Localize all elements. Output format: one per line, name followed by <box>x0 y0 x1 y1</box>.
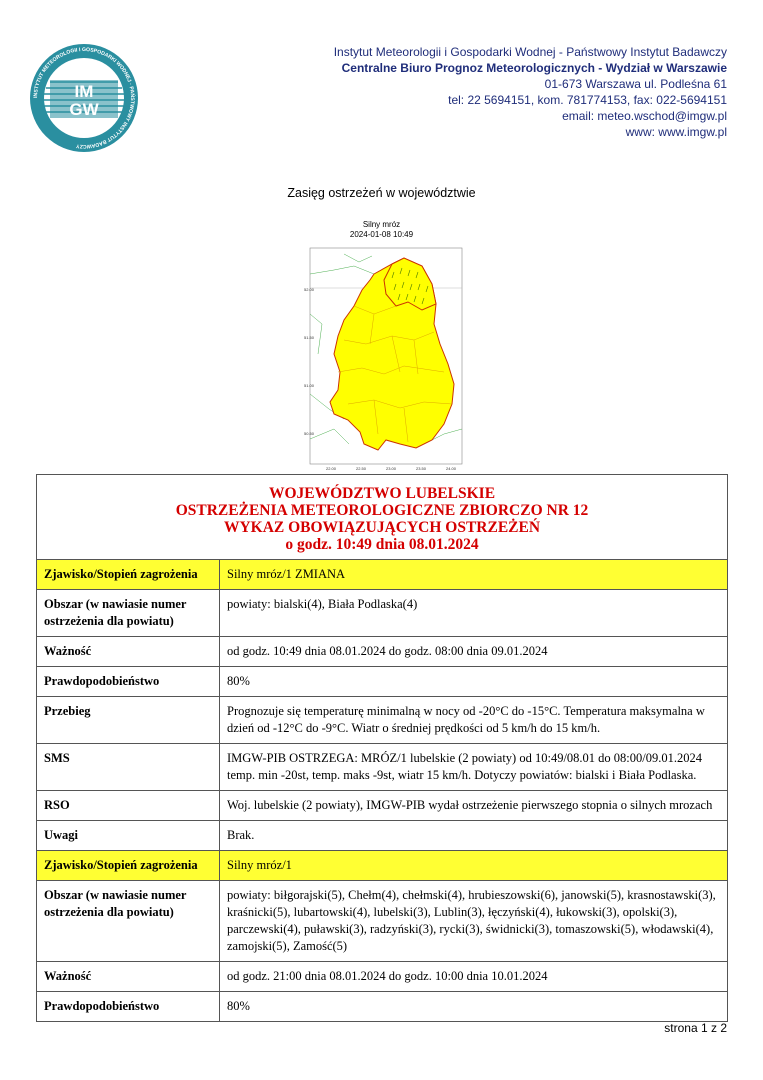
row-value: od godz. 21:00 dnia 08.01.2024 do godz. 10:00 dnia 10.01.2024 <box>220 962 728 992</box>
table-row <box>37 791 728 821</box>
map-title: Zasięg ostrzeżeń w województwie <box>287 186 476 200</box>
svg-text:52.00: 52.00 <box>304 287 315 292</box>
svg-text:51.00: 51.00 <box>304 383 315 388</box>
row-label: Ważność <box>37 962 220 992</box>
svg-text:GW: GW <box>69 100 99 119</box>
table-row <box>37 821 728 851</box>
institution-header <box>334 44 727 140</box>
heading-voivodeship: WOJEWÓDZTWO LUBELSKIE <box>268 485 496 502</box>
row-value: powiaty: biłgorajski(5), Chełm(4), chełmski(4), hrubieszowski(6), janowski(5), krasnostawski(3), kraśnicki(5), lubartowski(4), lubelski(3), Lublin(3), łęczyński(4), łukowski(3), opolski(3), parczewski(4), puławski(3), radzyński(3), rycki(3), świdnicki(3), tomaszowski(5), włodawski(4), zamojski(5), Zamość(5) <box>220 881 728 962</box>
svg-text:24.00: 24.00 <box>446 466 457 471</box>
table-row <box>37 881 728 962</box>
row-label: Prawdopodobieństwo <box>37 992 220 1022</box>
row-value: powiaty: bialski(4), Biała Podlaska(4) <box>220 590 728 637</box>
map-subtitle <box>0 220 763 240</box>
heading-time: o godz. 10:49 dnia 08.01.2024 <box>285 536 479 553</box>
warning-map <box>304 244 466 472</box>
svg-text:22.50: 22.50 <box>356 466 367 471</box>
row-value: 80% <box>220 667 728 697</box>
svg-text:50.50: 50.50 <box>304 431 315 436</box>
row-value: Woj. lubelskie (2 powiaty), IMGW-PIB wydał ostrzeżenie pierwszego stopnia o silnych mrozach <box>220 791 728 821</box>
row-label: Uwagi <box>37 821 220 851</box>
row-value: 80% <box>220 992 728 1022</box>
svg-text:51.50: 51.50 <box>304 335 315 340</box>
table-row <box>37 697 728 744</box>
map-phenomenon: Silny mróz <box>362 220 401 229</box>
row-label: RSO <box>37 791 220 821</box>
map-datetime: 2024-01-08 10:49 <box>349 230 414 239</box>
row-value: Brak. <box>220 821 728 851</box>
row-label: Ważność <box>37 637 220 667</box>
institute-name: Instytut Meteorologii i Gospodarki Wodnej - Państwowy Instytut Badawczy <box>333 45 727 59</box>
imgw-logo <box>28 42 140 154</box>
row-value: Silny mróz/1 <box>220 851 728 881</box>
row-value: IMGW-PIB OSTRZEGA: MRÓZ/1 lubelskie (2 powiaty) od 10:49/08.01 do 08:00/09.01.2024 temp. min -20st, temp. maks -9st, wiatr 15 km/h. Dotyczy powiatów: bialski i Biała Podlaska. <box>220 744 728 791</box>
row-label: Zjawisko/Stopień zagrożenia <box>37 560 220 590</box>
table-row <box>37 667 728 697</box>
row-label: Przebieg <box>37 697 220 744</box>
row-label: Zjawisko/Stopień zagrożenia <box>37 851 220 881</box>
svg-text:22.00: 22.00 <box>326 466 337 471</box>
warnings-heading <box>37 475 728 560</box>
svg-text:23.50: 23.50 <box>416 466 427 471</box>
phone: tel: 22 5694151, kom. 781774153, fax: 022-5694151 <box>448 93 727 107</box>
table-row <box>37 744 728 791</box>
svg-text:23.00: 23.00 <box>386 466 397 471</box>
heading-list: WYKAZ OBOWIĄZUJĄCYCH OSTRZEŻEŃ <box>223 519 541 536</box>
bureau-name: Centralne Biuro Prognoz Meteorologicznych - Wydział w Warszawie <box>341 61 727 75</box>
row-value: Prognozuje się temperaturę minimalną w nocy od -20°C do -15°C. Temperatura maksymalna w dzień od -12°C do -9°C. Wiatr o średniej prędkości od 5 km/h do 15 km/h. <box>220 697 728 744</box>
table-row <box>37 590 728 637</box>
logo-ring-text: INSTYTUT METEOROLOGII I GOSPODARKI WODNEJ · PAŃSTWOWY INSTYTUT BADAWCZY <box>32 46 136 150</box>
table-row <box>37 962 728 992</box>
svg-text:IM: IM <box>74 82 94 101</box>
table-row <box>37 851 728 881</box>
row-label: Obszar (w nawiasie numer ostrzeżenia dla powiatu) <box>37 881 220 962</box>
heading-bulletin: OSTRZEŻENIA METEOROLOGICZNE ZBIORCZO NR 12 <box>175 502 589 519</box>
page-number: strona 1 z 2 <box>664 1021 727 1035</box>
table-row <box>37 560 728 590</box>
table-row <box>37 992 728 1022</box>
row-label: SMS <box>37 744 220 791</box>
row-label: Prawdopodobieństwo <box>37 667 220 697</box>
table-row <box>37 637 728 667</box>
warnings-table <box>36 474 728 1022</box>
row-value: Silny mróz/1 ZMIANA <box>220 560 728 590</box>
address: 01-673 Warszawa ul. Podleśna 61 <box>544 77 727 91</box>
website[interactable]: www: www.imgw.pl <box>625 125 727 139</box>
row-value: od godz. 10:49 dnia 08.01.2024 do godz. 08:00 dnia 09.01.2024 <box>220 637 728 667</box>
row-label: Obszar (w nawiasie numer ostrzeżenia dla powiatu) <box>37 590 220 637</box>
email[interactable]: email: meteo.wschod@imgw.pl <box>562 109 727 123</box>
